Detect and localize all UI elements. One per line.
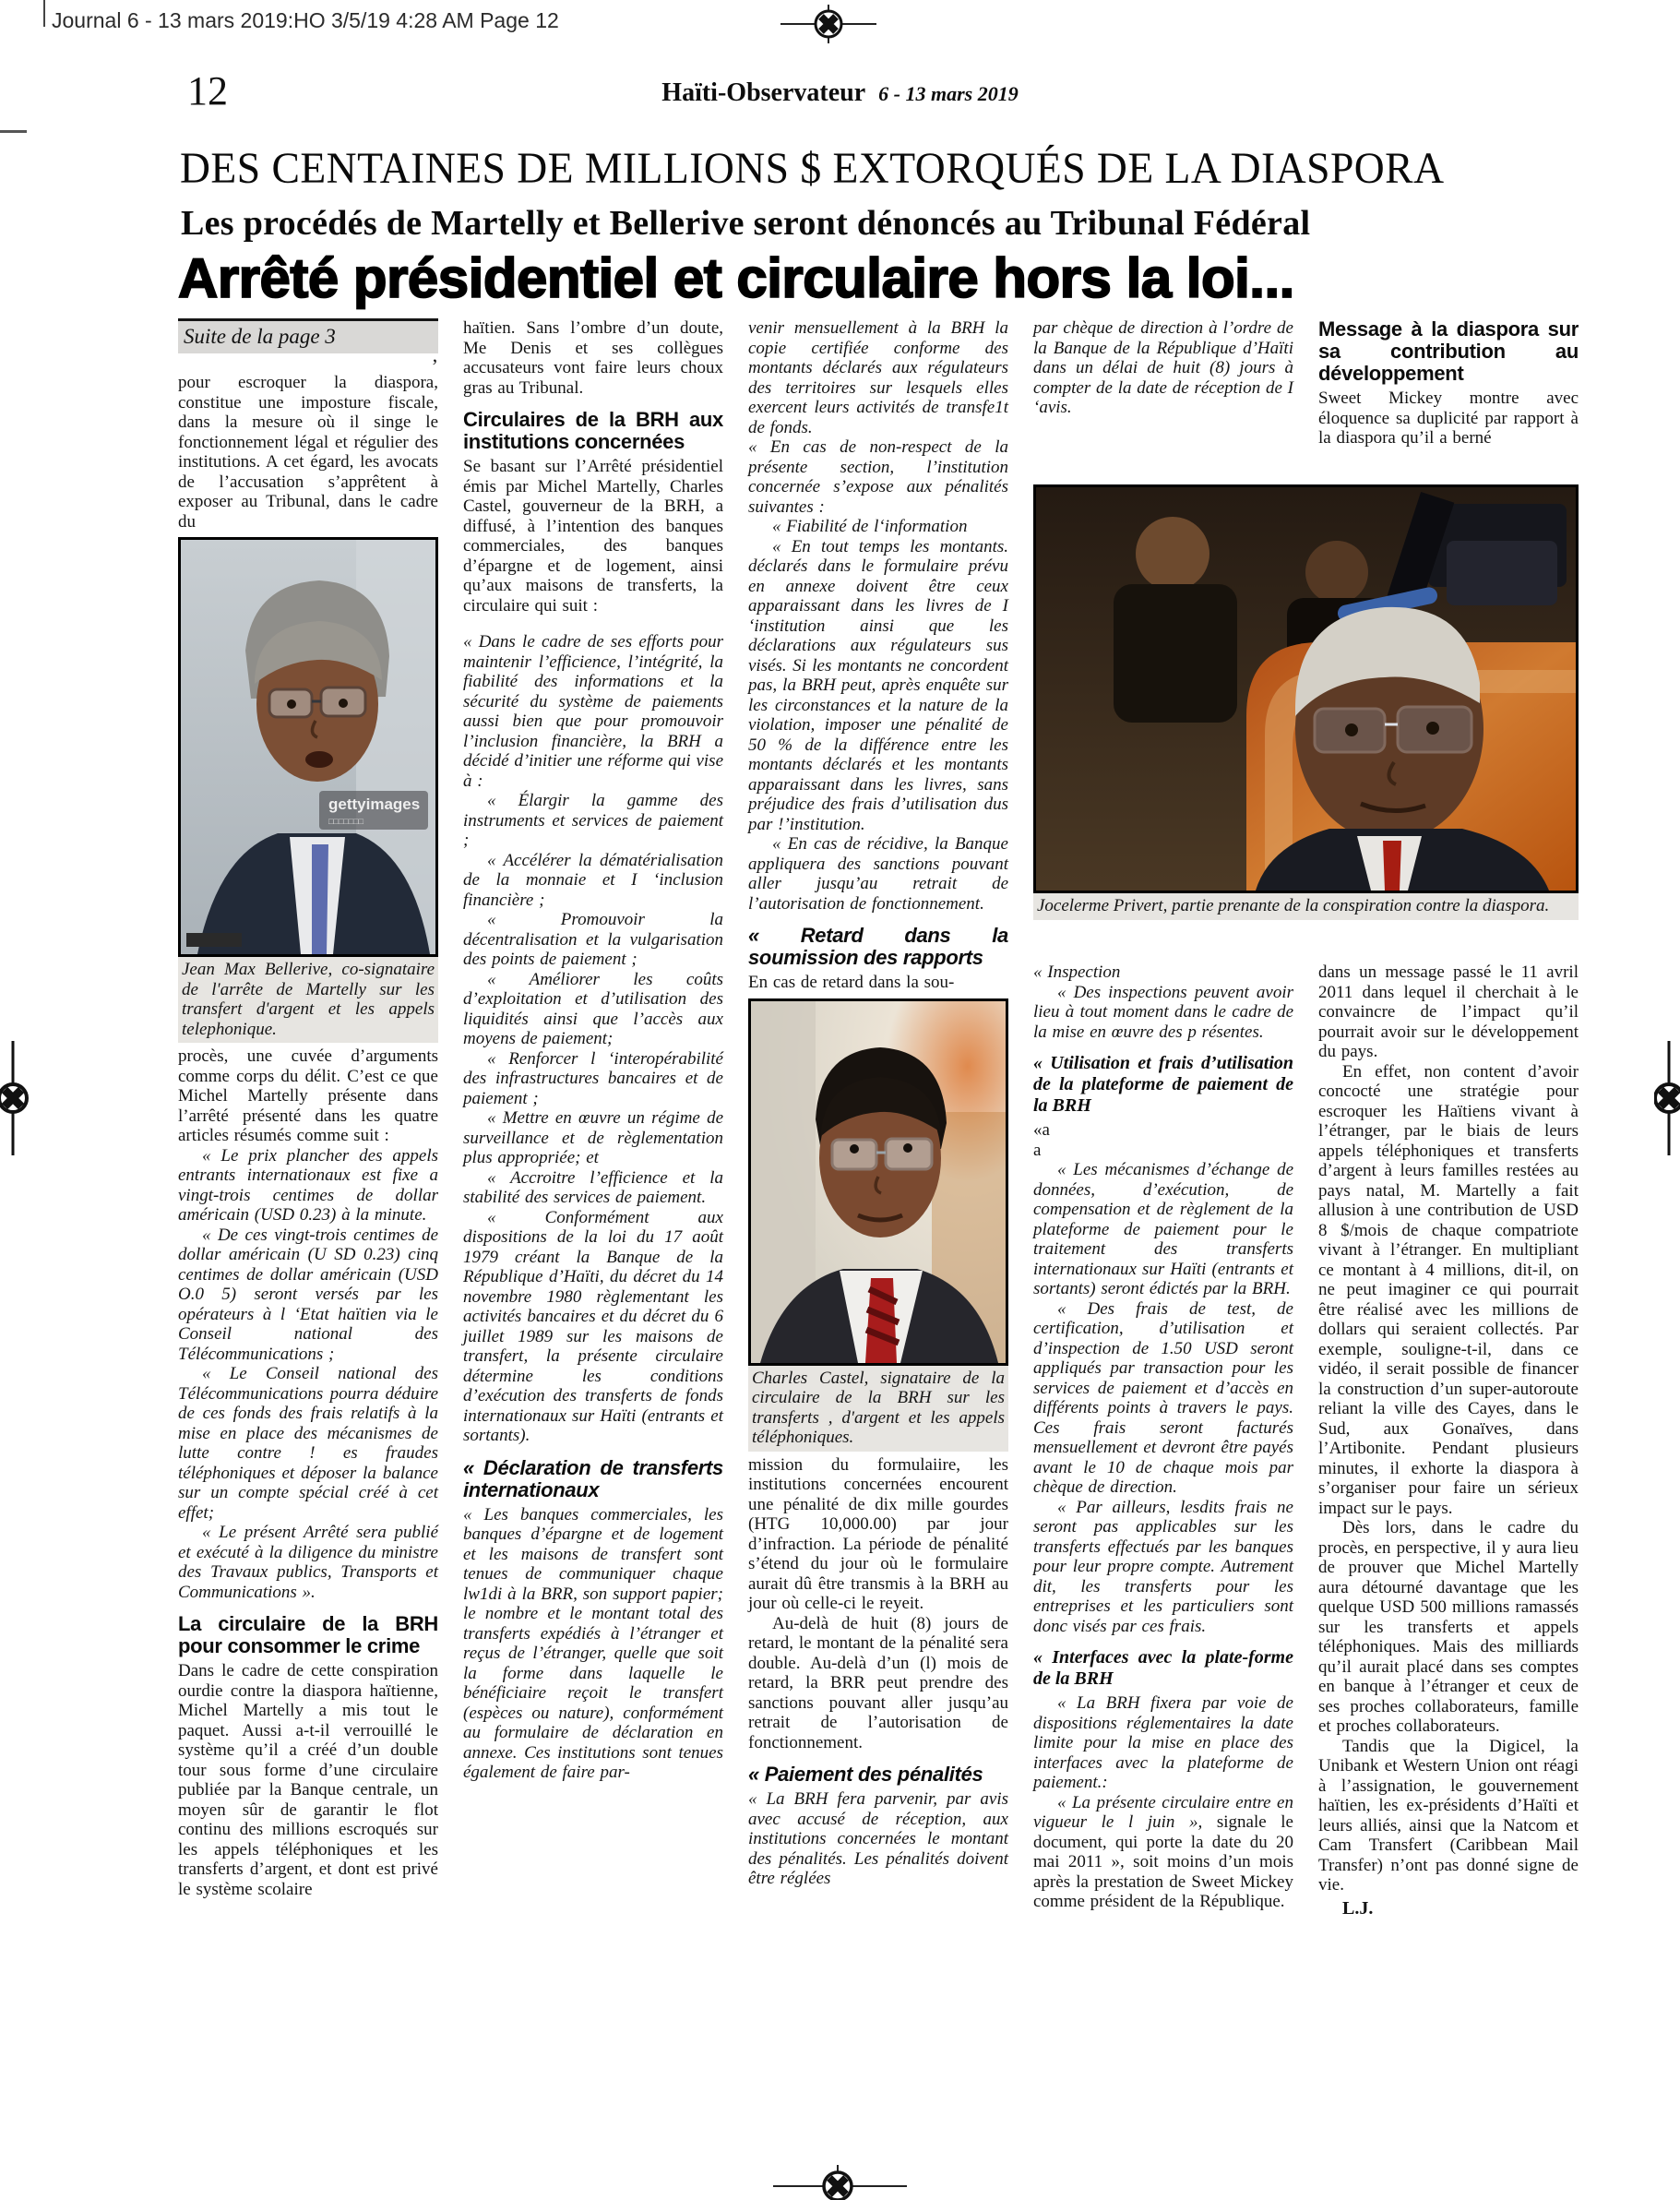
- paragraph: « Accroitre l’efficience et la stabilité des services de paiement.: [463, 1167, 723, 1207]
- masthead: [0, 79, 1680, 108]
- bellerive-photo-art: [178, 537, 438, 957]
- paragraph: Se basant sur l’Arrêté présidentiel émis par Michel Martelly, Charles Castel, gouverneur de la BRH, a diffusé, à l’intention des banques commerciales, des banques d’épargne et de logement, ainsi qu’aux maisons de transferts, la circulaire qui suit :: [463, 457, 723, 616]
- column-3: [748, 318, 1008, 1889]
- continuation-notice: Suite de la page 3: [178, 318, 438, 353]
- paragraph: « Les mécanismes d’échange de données, d’exécution, de compensation et de règlement de la plateforme de paiement pour le traitement des transferts internationaux sur Haïti (entrants et sortants) seront édictés par la BRH.: [1033, 1160, 1293, 1298]
- quote-roman-part: signale le document, qui porte la date du 20 mai 2011 », soit moins d’un mois après la prestation de Sweet Mickey comme président de la République.: [1033, 1812, 1293, 1911]
- paragraph: procès, une cuvée d’arguments comme corps du délit. C’est ce que Michel Martelly présente dans l’arrêté présenté dans les quatre articles résumés comme suit :: [178, 1046, 438, 1145]
- quote-italic-part: « La présente circulaire entre en vigueur le l juin »,: [1033, 1792, 1293, 1832]
- registration-mark-bottom-icon: [773, 2163, 907, 2200]
- paragraph: « Accélérer la dématérialisation de la monnaie et I ‘inclusion financière ;: [463, 850, 723, 910]
- paragraph: «a: [1033, 1120, 1050, 1140]
- paragraph: « Des inspections peuvent avoir lieu à tout moment dans le cadre de la mise en œuvre des p résentes.: [1033, 982, 1293, 1042]
- paragraph: haïtien. Sans l’ombre d’un doute, Me Denis et ses collègues accusateurs vont faire leurs choux gras au Tribunal.: [463, 318, 723, 398]
- paragraph: « Conformément aux dispositions de la loi du 17 août 1979 créant la Banque de la République d’Haïti, du décret du 14 novembre 1980 règlementant les activités bancaires et du décret du 6 juillet 1989 sur les maisons de transfert, la présente circulaire détermine les conditions d’exécution des transferts de fonds internationaux sur Haïti (entrants et sortants).: [463, 1207, 723, 1445]
- privert-photo-art: [1033, 484, 1579, 893]
- deck-headline: Les procédés de Martelly et Bellerive seront dénoncés au Tribunal Fédéral: [181, 204, 1311, 243]
- column-1: [178, 318, 438, 1899]
- paragraph: venir mensuellement à la BRH la copie certifiée conforme des montants déclarés aux régulateurs des territoires sur lesquels elles exercent leurs activités de transfe1t de fonds.: [748, 318, 1008, 437]
- castel-photo: [748, 998, 1008, 1452]
- paragraph: mission du formulaiire, les institutions concernées encourent une pénalité de dix mille gourdes (HTG 10,000.00) par jour d’infraction. La période de pénalité s’étend du jour où le formulaire aurait dû être transmis à la BRH au jour où celle-ci le reyeit.: [748, 1454, 1008, 1613]
- paragraph: « Fiabilité de l‘information: [772, 517, 968, 536]
- paragraph: Tandis que la Digicel, la Unibank et Western Union ont réagi à l’assignation, le gouvernement haïtien, les ex-présidents d’Haïti et leurs alliés, ainsi que la Natcom et Cam Transfert (Caribbean Mail Transfer) n’ont pas donné signe de vie.: [1318, 1736, 1579, 1895]
- masthead-title: Haïti-Observateur: [661, 78, 866, 107]
- section-subhead: « Paiement des pénalités: [748, 1763, 983, 1786]
- section-subhead: « Utilisation et frais d’utilisation de la plateforme de paiement de la BRH: [1033, 1053, 1293, 1116]
- section-subhead: Circulaires de la BRH aux institutions concernées: [463, 408, 723, 453]
- paragraph: En cas de retard dans la sou-: [748, 973, 955, 992]
- svg-text:□□□□□□□: □□□□□□□: [328, 817, 364, 826]
- paragraph: Dès lors, dans le cadre du procès, en perspective, il y aura lieu de prouver que Michel Martelly aura détourné davantage que les quelque USD 500 millions ramassés sur les transferts et appels téléphoniques. Mais des milliards qu’il aurait placé dans ses comptes en banque à l’étranger et ceux de ses proches collaborateurs, famille et proches collaborateurs.: [1318, 1518, 1579, 1736]
- paragraph: « En cas de non-respect de la présente section, l’institution concernée s’expose aux pénalités suivantes :: [748, 437, 1008, 517]
- paragraph: « Élargir la gamme des instruments et services de paiement ;: [463, 791, 723, 850]
- paragraph: « Dans le cadre de ses efforts pour maintenir l’efficience, l’intégrité, la fiabilité des informations et la sécurité du système de paiements aussi bien que pour promouvoir l’inclusion financière, la BRH a décidé d’initier une réforme qui vise à :: [463, 632, 724, 791]
- registration-mark-right-icon: [1654, 1041, 1680, 1155]
- kicker-headline: DES CENTAINES DE MILLIONS $ EXTORQUÉS DE LA DIASPORA: [180, 144, 1445, 193]
- gettyimages-watermark: gettyimages: [328, 795, 421, 813]
- paragraph: « Inspection: [1033, 962, 1121, 982]
- castel-caption: Charles Castel, signataire de la circulaire de la BRH sur les transferts , d'argent et les appels téléphoniques.: [748, 1366, 1008, 1452]
- paragraph: pour escroquer la diaspora, constitue une imposture fiscale, dans la mesure où il singe le fonctionnement légal et régulier des institutions. A cet égard, les avocats de l’accusation s’apprêtent à exposer au Tribunal, dans le cadre du: [178, 373, 438, 532]
- privert-caption: Jocelerme Privert, partie prenante de la conspiration contre la diaspora.: [1033, 893, 1579, 920]
- bellerive-photo: [178, 537, 438, 1043]
- column-4-top: [1033, 318, 1293, 418]
- paragraph: « En tout temps les montants. déclarés dans le formulaire prévu en annexe doivent être ceux apparaissant dans les livres de I ‘institution ainsi que les déclarations aux régulateurs sus visés. Si les montants ne concordent pas, la BRH peut, après enquête sur les circonstances et la nature de la violation, imposer une pénalité de 50 % de la différence entre les montants déclarés et les montants apparaissant dans les livres, sans préjudice des frais d’utilisation dus par !’institution.: [748, 536, 1008, 834]
- column-5-top: [1318, 318, 1579, 448]
- paragraph: « La BRH fera parvenir, par avis avec accusé de réception, aux institutions concernées le montant des pénalités. Les pénalités doivent être réglées: [748, 1789, 1008, 1888]
- section-subhead: « Retard dans la soumission des rapports: [748, 924, 1008, 969]
- crop-mark-dash: [0, 130, 27, 133]
- print-slugline: Journal 6 - 13 mars 2019:HO 3/5/19 4:28 AM Page 12: [52, 8, 559, 32]
- bellerive-caption: Jean Max Bellerive, co-signataire de l'arrête de Martelly sur les transfert d'argent et les appels telephonique.: [178, 957, 438, 1043]
- paragraph: « La BRH fixera par voie de dispositions réglementaires la date limite pour la mise en place des interfaces avec la plateforme de paiement.:: [1033, 1693, 1293, 1792]
- crop-mark-vertical: [43, 0, 45, 27]
- registration-mark-top-icon: [773, 3, 884, 45]
- paragraph: « Promouvoir la décentralisation et la vulgarisation des points de paiement ;: [463, 910, 723, 969]
- section-subhead: La circulaire de la BRH pour consommer le crime: [178, 1612, 438, 1657]
- stray-apostrophe: ’: [431, 354, 438, 377]
- section-subhead: « Déclaration de transferts internationaux: [463, 1455, 723, 1501]
- registration-mark-left-icon: [0, 1041, 30, 1155]
- column-5: [1318, 962, 1579, 1938]
- castel-photo-art: [748, 998, 1008, 1366]
- paragraph: « Renforcer l ‘interopérabilité des infrastructures bancaires et de paiement ;: [463, 1048, 723, 1108]
- column-2: [463, 318, 723, 1783]
- paragraph: « Par ailleurs, lesdits frais ne seront pas applicables sur les transferts effectués par les banques pour leur propre compte. Autrement dit, les transferts pour les entreprises et les particuliers sont donc visés par ces frais.: [1033, 1497, 1293, 1636]
- page-number: 12: [187, 68, 228, 114]
- paragraph: « Les banques commerciales, les banques d’épargne et de logement et les maisons de transfert sont tenues de communiquer chaque lw1di à la BRR, son support papier; le nombre et le montant total des transferts expédiés à l’étranger et reçus de l’étranger, quelle que soit la forme dans laquelle le bénéficiaire reçoit le transfert (espèces ou nature), conformément au formulaire de déclaration en annexe. Ces institutions sont tenues également de faire par-: [463, 1504, 723, 1782]
- privert-photo: [1033, 484, 1579, 920]
- paragraph: « Améliorer les coûts d’exploitation et d’utilisation des liquidités ainsi que l’accès aux moyens de paiement;: [463, 969, 723, 1048]
- byline: L.J.: [1342, 1897, 1374, 1919]
- section-subhead: Message à la diaspora sur sa contribution au développement: [1318, 317, 1579, 385]
- main-headline: Arrêté présidentiel et circulaire hors la loi...: [178, 247, 1294, 309]
- paragraph: a: [1033, 1140, 1042, 1160]
- paragraph: « Des frais de test, de certification, d’utilisation et d’inspection de 1.50 USD seront appliqués par transaction pour les services de paiement et d’accès en différents points à travers le pays. Ces frais seront facturés mensuellement et devront être payés avant le 10 de chaque mois par chèque de direction.: [1033, 1298, 1293, 1497]
- masthead-date: 6 - 13 mars 2019: [878, 82, 1019, 105]
- section-subhead: « Interfaces avec la plate-forme de la BRH: [1033, 1647, 1293, 1689]
- paragraph: « Mettre en œuvre un régime de surveillance et de règlementation plus appropriée; et: [463, 1108, 723, 1167]
- paragraph: Au-delà de huit (8) jours de retard, le montant de la pénalité sera double. Au-delà d’un (l) mois de retard, la BRR peut prendre des sanctions pouvant aller jusqu’au retrait de l’autorisation de fonctionnement.: [748, 1613, 1008, 1752]
- paragraph: Dans le cadre de cette conspiration ourdie contre la diaspora haïtienne, Michel Martelly a mis tout le paquet. Aussi a-t-il verrouillé le système qu’il a créé d’un double tour sous forme d’une circulaire publiée par la Banque centrale, un moyen sûr de garantir le flot continu des millions escroqués sur les appels téléphoniques et les transferts d’argent, et dont est privé le système scolaire: [178, 1661, 438, 1899]
- paragraph: En effet, non content d’avoir concocté une stratégie pour escroquer les Haïtiens vivant à l’étranger, par le biais de leurs appels téléphoniques et transferts d’argent à leurs familles restées au pays natal, M. Martelly a fait allusion à une contribution de USD 8 $/mois de chaque compatriote vivant à l’étranger. En multipliant ce montant à 4 millions, dit-il, on ne peut imaginer ce qui pourrait être réalisé avec les millions de dollars qui seraient collectés. Par exemple, souligne-t-il, dans ce vidéo, il serait possible de financer la construction d’un super-autoroute reliant la ville des Cayes, dans le Sud, aux Gonaïves, dans l’Artibonite. Pendant plusieurs minutes, il exhorte la diaspora à s’organiser pour faire un sérieux impact sur le pays.: [1318, 1061, 1579, 1518]
- paragraph: [1033, 1793, 1293, 1912]
- paragraph: par chèque de direction à l’ordre de la Banque de la République d’Haïti dans un délai de huit (8) jours à compter de la date de réception de I ‘avis.: [1033, 318, 1293, 417]
- paragraph: « Le prix plancher des appels entrants internationaux est fixe a vingt-trois centimes de dollar américain (USD 0.23) à la minute.: [178, 1145, 438, 1225]
- paragraph: « Le présent Arrêté sera publié et exécuté à la diligence du ministre des Travaux publics, Transports et Communications ».: [178, 1523, 438, 1602]
- column-4: [1033, 962, 1293, 1912]
- paragraph: dans un message passé le 11 avril 2011 dans lequel il cherchait à le convaincre de l’impact qu’il pourrait avoir sur le développement du pays.: [1318, 962, 1579, 1061]
- paragraph: « De ces vingt-trois centimes de dollar américain (U SD 0.23) cinq centimes de dollar américain (USD O.0 5) seront versés par les opérateurs à l ‘Etat haïtien via le Conseil national des Télécommunications ;: [178, 1225, 438, 1364]
- paragraph: Sweet Mickey montre avec éloquence sa duplicité par rapport à la diaspora qu’il a berné: [1318, 389, 1579, 448]
- paragraph: « Le Conseil national des Télécommunications pourra déduire de ces fonds des frais relatifs à la mise en place des mécanismes de lutte contre ! es fraudes téléphoniques et déposer la balance sur un compte spécial créé à cet effet;: [178, 1364, 438, 1523]
- paragraph: « En cas de récidive, la Banque appliquera des sanctions pouvant aller jusqu’au retrait de l’autorisation de fonctionnement.: [748, 834, 1008, 914]
